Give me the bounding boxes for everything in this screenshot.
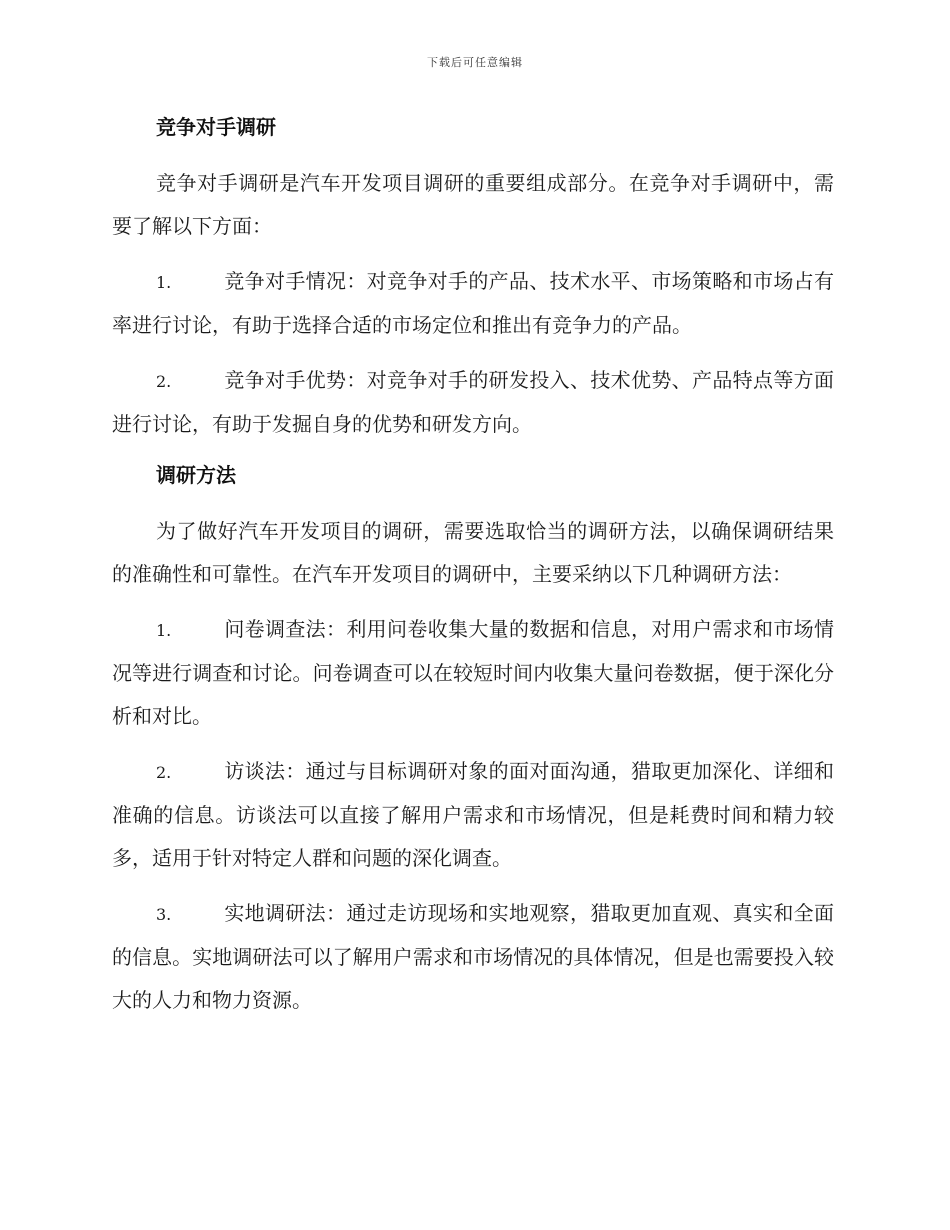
list-item-text: 竞争对手优势：对竞争对手的研发投入、技术优势、产品特点等方面进行讨论，有助于发掘自身的优势和研发方向。 <box>112 368 834 436</box>
list-item <box>112 359 834 446</box>
section-heading-competitor-research: 竞争对手调研 <box>156 115 276 139</box>
list-number: 2. <box>156 372 172 391</box>
list-item-text: 访谈法：通过与目标调研对象的面对面沟通，猎取更加深化、详细和准确的信息。访谈法可以直接了解用户需求和市场情况，但是耗费时间和精力较多，适用于针对特定人群和问题的深化调查。 <box>112 759 834 870</box>
list-item <box>112 750 834 880</box>
header-note: 下载后可任意编辑 <box>427 56 523 69</box>
list-item <box>112 260 834 347</box>
section-heading-research-methods: 调研方法 <box>156 463 236 487</box>
list-item-text: 实地调研法：通过走访现场和实地观察，猎取更加直观、真实和全面的信息。实地调研法可以了解用户需求和市场情况的具体情况，但是也需要投入较大的人力和物力资源。 <box>112 901 834 1012</box>
list-item-text: 竞争对手情况：对竞争对手的产品、技术水平、市场策略和市场占有率进行讨论，有助于选择合适的市场定位和推出有竞争力的产品。 <box>112 269 834 337</box>
section-intro-research-methods: 为了做好汽车开发项目的调研，需要选取恰当的调研方法，以确保调研结果的准确性和可靠性。在汽车开发项目的调研中，主要采纳以下几种调研方法： <box>112 519 834 586</box>
list-item-text: 问卷调查法：利用问卷收集大量的数据和信息，对用户需求和市场情况等进行调查和讨论。问卷调查可以在较短时间内收集大量问卷数据，便于深化分析和对比。 <box>112 617 834 728</box>
list-number: 3. <box>156 905 172 924</box>
list-item <box>112 892 834 1022</box>
list-number: 1. <box>156 621 172 640</box>
list-number: 1. <box>156 273 172 292</box>
list-number: 2. <box>156 763 172 782</box>
list-item <box>112 608 834 738</box>
document-body <box>112 112 834 1022</box>
section-intro-competitor-research: 竞争对手调研是汽车开发项目调研的重要组成部分。在竞争对手调研中，需要了解以下方面： <box>112 171 834 238</box>
